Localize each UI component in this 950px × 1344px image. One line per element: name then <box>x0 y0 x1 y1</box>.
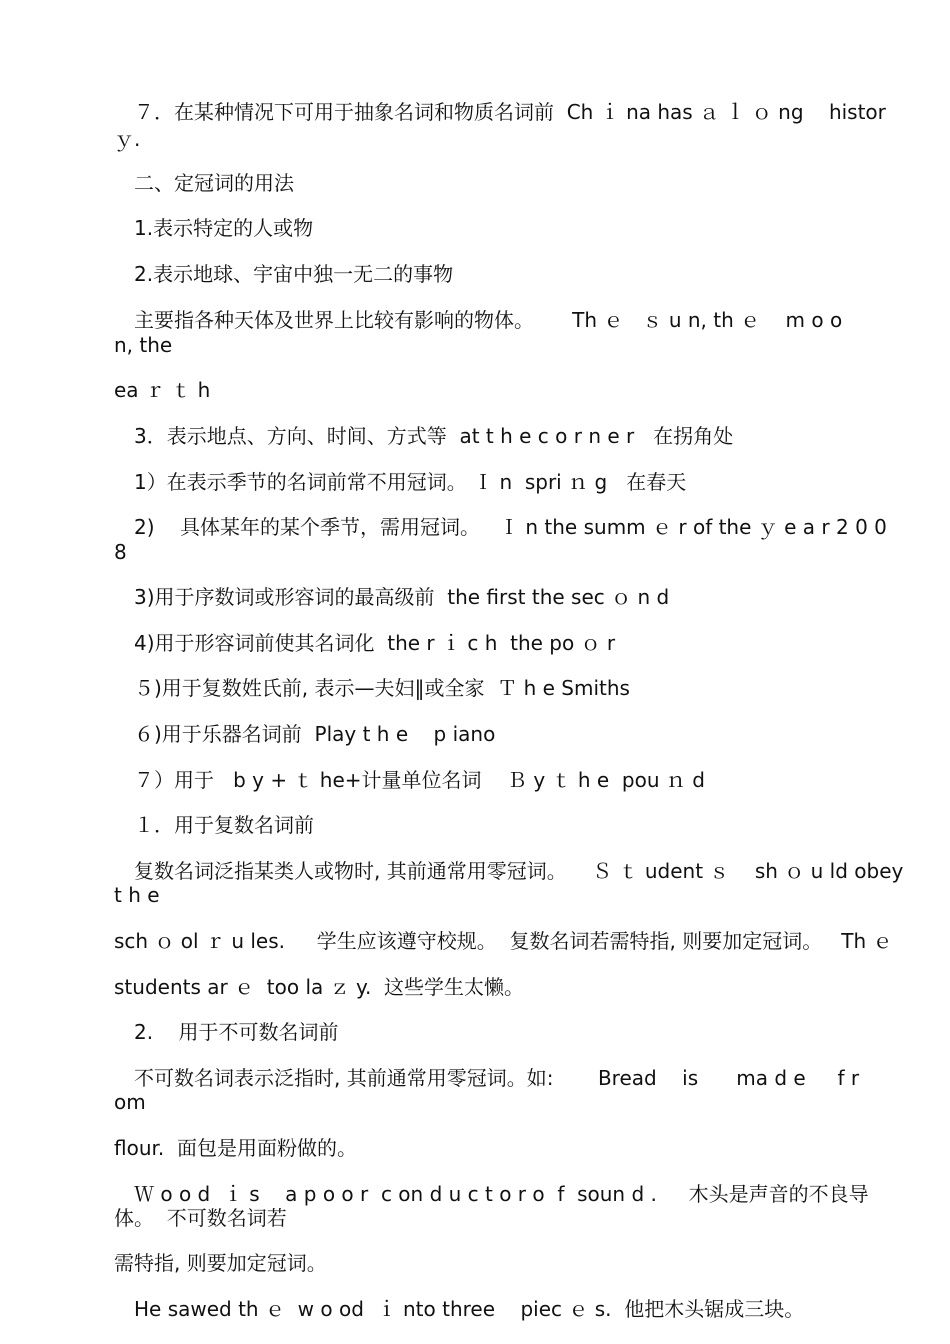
paragraph-line: om <box>114 1090 146 1114</box>
paragraph-line: Ｗ o o d ｉ s a p o o r c on d u c t o r o f soun d . 木头是声音的不良导 <box>134 1182 869 1206</box>
paragraph-line: ５)用于复数姓氏前, 表示—夫妇‖或全家 Ｔ h e Smiths <box>134 676 630 700</box>
paragraph-line: 2. 用于不可数名词前 <box>134 1020 339 1044</box>
paragraph-line: students ar ｅ too la ｚ y. 这些学生太懒。 <box>114 975 525 999</box>
section-heading: 二、定冠词的用法 <box>134 171 294 195</box>
paragraph-line: He sawed th ｅ w o od ｉ nto three piec ｅ s. 他把木头锯成三块。 <box>134 1297 805 1321</box>
paragraph-line: t h e <box>114 883 160 907</box>
paragraph-line: １．用于复数名词前 <box>134 813 314 837</box>
paragraph-line: 体。 不可数名词若 <box>114 1206 287 1230</box>
paragraph-line: 3．表示地点、方向、时间、方式等 at t h e c o r n e r 在拐角处 <box>134 424 734 448</box>
paragraph-line: 2.表示地球、宇宙中独一无二的事物 <box>134 262 454 286</box>
paragraph-line: n, the <box>114 333 173 357</box>
paragraph-line: 主要指各种天体及世界上比较有影响的物体。 Th ｅ ｓ u n, th ｅ m o o <box>134 308 843 332</box>
paragraph-line: ６)用于乐器名词前 Play t h e p iano <box>134 722 496 746</box>
paragraph-line: flour. 面包是用面粉做的。 <box>114 1136 357 1160</box>
paragraph-line: 复数名词泛指某类人或物时, 其前通常用零冠词。 Ｓ ｔ udent ｓ sh ｏ u ld obey <box>134 859 904 883</box>
paragraph-line: sch ｏ ol ｒ u les. 学生应该遵守校规。 复数名词若需特指, 则要加定冠词。 Th ｅ <box>114 929 893 953</box>
paragraph-line: 不可数名词表示泛指时, 其前通常用零冠词。如: Bread is ma d e f r <box>134 1066 860 1090</box>
paragraph-line: 4)用于形容词前使其名词化 the r ｉ c h the po ｏ r <box>134 631 616 655</box>
paragraph-line: ７）用于 b y + ｔ he+计量单位名词 Ｂ y ｔ h e pou ｎ d <box>134 768 705 792</box>
paragraph-line: ea ｒ ｔ h <box>114 378 211 402</box>
paragraph-line: 1.表示特定的人或物 <box>134 216 314 240</box>
paragraph-line: 1）在表示季节的名词前常不用冠词。 Ｉ n spri ｎ g 在春天 <box>134 470 687 494</box>
paragraph-line: 需特指, 则要加定冠词。 <box>114 1251 327 1275</box>
paragraph-line: 8 <box>114 540 127 564</box>
paragraph-line: ｙ. <box>114 127 141 151</box>
paragraph-line: 2) 具体某年的某个季节，需用冠词。 Ｉ n the summ ｅ r of the ｙ e a r 2 0 0 <box>134 515 887 539</box>
paragraph-line: ７．在某种情况下可用于抽象名词和物质名词前 Ch ｉ na has ａ ｌ ｏ ng histor <box>134 100 886 124</box>
paragraph-line: 3)用于序数词或形容词的最高级前 the first the sec ｏ n d <box>134 585 670 609</box>
